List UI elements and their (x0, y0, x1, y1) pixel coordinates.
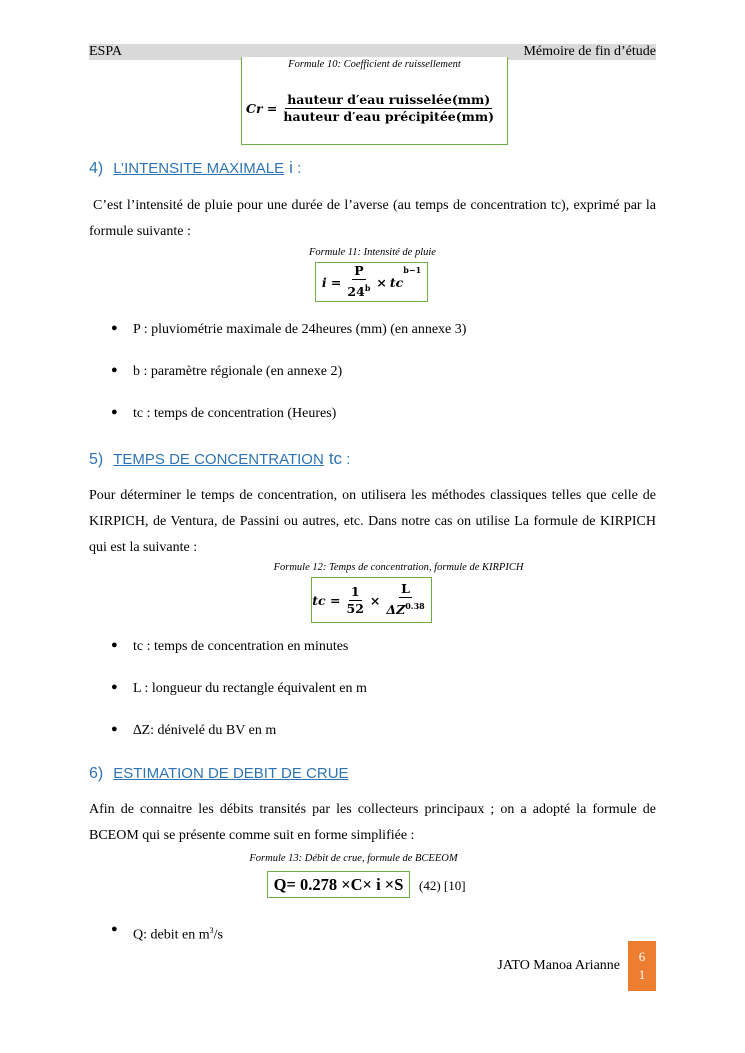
section-6-bullet-1 (133, 922, 223, 945)
section-6-bullet-1-sup: 3 (209, 926, 214, 935)
formula-11-box (315, 262, 428, 302)
formula-13-box (267, 871, 410, 898)
formula-11-denominator (345, 280, 372, 300)
formula-10-fraction (281, 92, 496, 125)
section-5-colon: : (346, 451, 351, 468)
formula-11-times: × (376, 274, 387, 290)
bullet-dot: ● (111, 322, 118, 334)
section-6-paragraph: Afin de connaitre les débits transités par les collecteurs principaux ; on a adopté la formule de BCEOM qui se présente comme suit en forme simplifiée : (89, 802, 656, 843)
section-6-title: ESTIMATION DE DEBIT DE CRUE (113, 765, 349, 782)
section-4-bullet-1: P : pluviométrie maximale de 24heures (mm) (en annexe 3) (133, 322, 467, 337)
footer-author: JATO Manoa Arianne (497, 958, 620, 973)
formula-11-den-exp: b (364, 283, 371, 294)
section-5-symbol: tc (328, 449, 343, 468)
section-4-bullet-3: tc : temps de concentration (Heures) (133, 406, 337, 421)
section-5-title: TEMPS DE CONCENTRATION (113, 451, 324, 468)
header-right: Mémoire de fin d’étude (523, 44, 656, 59)
section-5-paragraph: Pour déterminer le temps de concentration, on utilisera les méthodes classiques telles que celle de KIRPICH, de Ventura, de Passini ou autres, etc. Dans notre cas on utilise La formule de KIRPICH qui est la suivante : (89, 488, 656, 555)
page-number (628, 941, 656, 991)
formula-12-fraction-1 (345, 584, 366, 617)
formula-13-ref: (42) [10] (419, 878, 466, 893)
bullet-dot: ● (111, 923, 118, 935)
formula-13: Q= 0.278 ×C× i ×S (273, 874, 404, 894)
section-4-symbol: i (289, 158, 293, 177)
section-5-bullet-3: ∆Z: dénivelé du BV en m (133, 723, 277, 738)
bullet-dot: ● (111, 681, 118, 693)
formula-12 (312, 581, 430, 618)
formula-10-lhs: Cr = (246, 101, 278, 116)
section-6-number: 6) (89, 765, 104, 782)
formula-11-tc: tc (389, 274, 404, 290)
section-5-bullet-2: L : longueur du rectangle équivalent en m (133, 681, 367, 696)
formula-12-frac2-den-base: ΔZ (386, 602, 406, 618)
section-4-paragraph: C’est l’intensité de pluie pour une durée de l’averse (au temps de concentration tc), exprimé par la formule suivante : (89, 198, 656, 239)
formula-11-caption: Formule 11: Intensité de pluie (309, 247, 436, 258)
formula-12-frac1-den: 52 (346, 600, 364, 616)
formula-12-lhs: tc = (312, 592, 341, 608)
page-number-line-2: 1 (638, 967, 646, 982)
formula-12-frac2-num: L (401, 581, 410, 597)
formula-12-frac2-den-exp: 0.38 (405, 601, 425, 612)
formula-10-caption: Formule 10: Coefficient de ruissellement (288, 59, 461, 70)
header-left: ESPA (89, 44, 122, 59)
formula-12-fraction-2 (384, 581, 426, 618)
section-4-heading (89, 158, 301, 179)
formula-13-caption: Formule 13: Débit de crue, formule de BCEEOM (249, 853, 458, 864)
section-5-heading (89, 449, 350, 470)
formula-12-times: × (369, 592, 381, 608)
section-6-bullet-1-tail: /s (213, 927, 223, 943)
section-6-bullet-1-text: Q: debit en m (133, 927, 210, 943)
formula-12-caption: Formule 12: Temps de concentration, formule de KIRPICH (273, 562, 524, 573)
section-5-bullet-1: tc : temps de concentration en minutes (133, 639, 349, 654)
formula-12-frac1-num: 1 (350, 583, 360, 599)
formula-11-den-base: 24 (347, 284, 365, 300)
section-4-title: L’INTENSITE MAXIMALE (113, 160, 285, 177)
bullet-dot: ● (111, 406, 118, 418)
section-4-number: 4) (89, 160, 104, 177)
formula-11-tc-exp: b−1 (403, 265, 422, 276)
formula-11-numerator: P (354, 263, 364, 279)
formula-10-denominator: hauteur d′eau précipitée(mm) (283, 109, 495, 124)
formula-10-numerator: hauteur d′eau ruisselée(mm) (287, 92, 491, 107)
section-4-bullet-2: b : paramètre régionale (en annexe 2) (133, 364, 343, 379)
formula-12-box (311, 577, 432, 623)
formula-11-fraction (345, 263, 372, 300)
section-6-heading (89, 764, 349, 784)
bullet-dot: ● (111, 639, 118, 651)
section-5-number: 5) (89, 451, 104, 468)
section-4-colon: : (297, 160, 302, 177)
page-number-line-1: 6 (638, 949, 646, 964)
formula-11-lhs: i = (321, 274, 342, 290)
formula-12-frac2-den (384, 598, 426, 618)
formula-10 (246, 92, 500, 125)
formula-11 (322, 263, 421, 300)
bullet-dot: ● (111, 723, 118, 735)
bullet-dot: ● (111, 364, 118, 376)
